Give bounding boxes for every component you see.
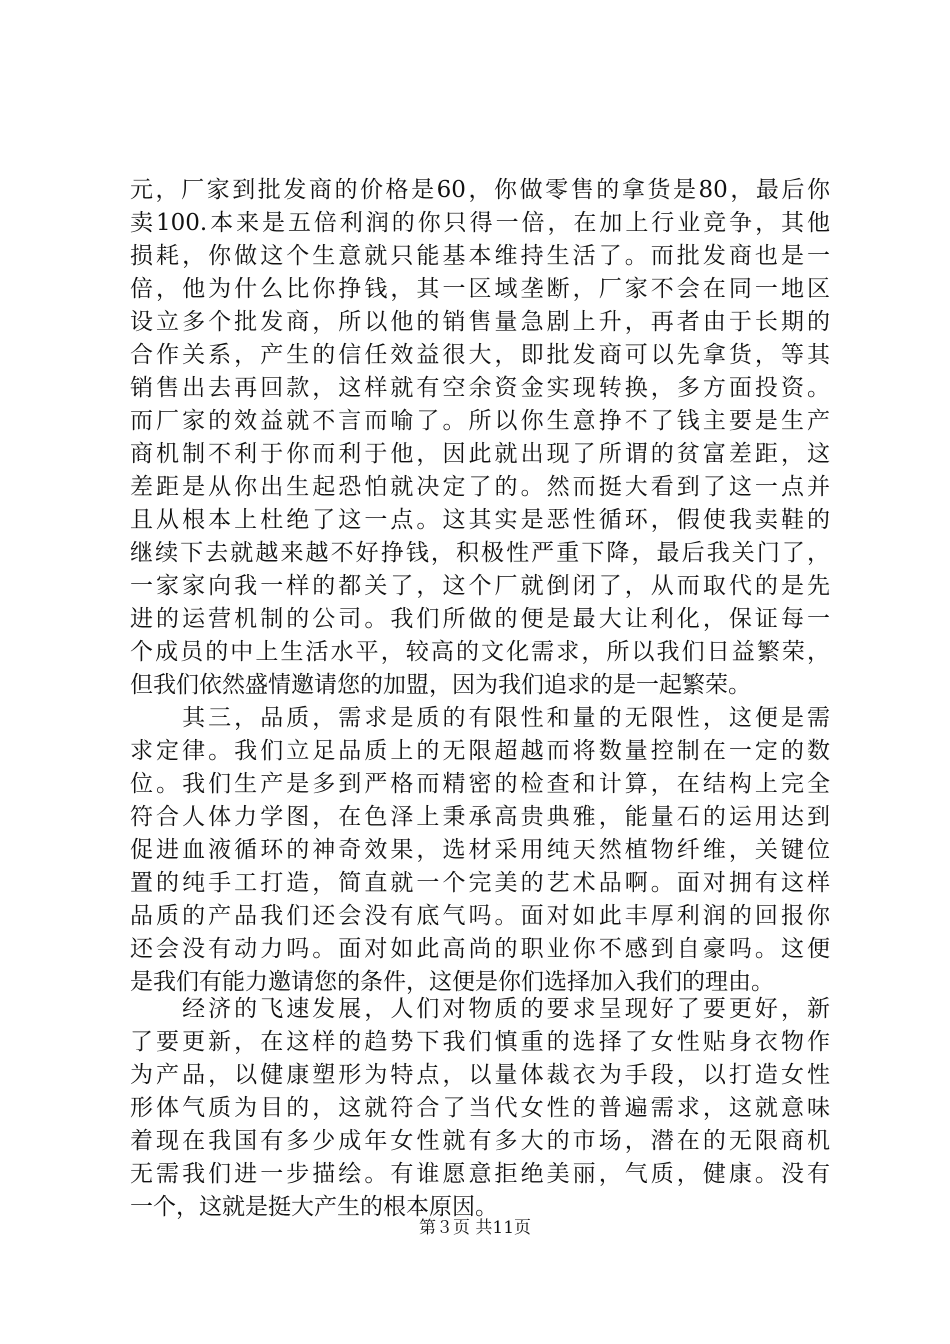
text-line: 位。我们生产是多到严格而精密的检查和计算，在结构上完全 [130,771,830,797]
text-line: 个成员的中上生活水平，较高的文化需求，所以我们日益繁荣， [130,639,830,665]
text-line: 是我们有能力邀请您的条件，这便是你们选择加入我们的理由。 [130,969,774,995]
text-line: 其三，品质，需求是质的有限性和量的无限性，这便是需 [130,705,830,731]
text-line: 置的纯手工打造，简直就一个完美的艺术品啊。面对拥有这样 [130,870,830,896]
text-line: 进的运营机制的公司。我们所做的便是最大让利化，保证每一 [130,606,830,632]
paragraph-2 [130,702,830,999]
text-line: 差距是从你出生起恐怕就决定了的。然而挺大看到了这一点并 [130,474,830,500]
text-line: 为产品，以健康塑形为特点，以量体裁衣为手段，以打造女性 [130,1062,830,1088]
text-line: 损耗，你做这个生意就只能基本维持生活了。而批发商也是一 [130,243,830,269]
paragraph-3 [130,993,830,1224]
text-line: 倍，他为什么比你挣钱，其一区域垄断，厂家不会在同一地区 [130,276,830,302]
text-line: 卖100.本来是五倍利润的你只得一倍，在加上行业竞争，其他 [130,210,830,236]
text-line: 还会没有动力吗。面对如此高尚的职业你不感到自豪吗。这便 [130,936,830,962]
text-line: 继续下去就越来越不好挣钱，积极性严重下降，最后我关门了， [130,540,830,566]
text-line: 而厂家的效益就不言而喻了。所以你生意挣不了钱主要是生产 [130,408,830,434]
text-line: 促进血液循环的神奇效果，选材采用纯天然植物纤维，关键位 [130,837,830,863]
text-line: 商机制不利于你而利于他，因此就出现了所谓的贫富差距，这 [130,441,830,467]
text-line: 一个，这就是挺大产生的根本原因。 [130,1194,498,1220]
text-line: 设立多个批发商，所以他的销售量急剧上升，再者由于长期的 [130,309,830,335]
text-line: 品质的产品我们还会没有底气吗。面对如此丰厚利润的回报你 [130,903,830,929]
text-line: 元，厂家到批发商的价格是60，你做零售的拿货是80，最后你 [130,177,830,203]
paragraph-1 [130,174,830,702]
text-line: 无需我们进一步描绘。有谁愿意拒绝美丽，气质，健康。没有 [130,1161,830,1187]
text-line: 着现在我国有多少成年女性就有多大的市场，潜在的无限商机 [130,1128,830,1154]
text-line: 符合人体力学图，在色泽上秉承高贵典雅，能量石的运用达到 [130,804,830,830]
text-line: 一家家向我一样的都关了，这个厂就倒闭了，从而取代的是先 [130,573,830,599]
text-line: 了要更新，在这样的趋势下我们慎重的选择了女性贴身衣物作 [130,1029,830,1055]
text-line: 求定律。我们立足品质上的无限超越而将数量控制在一定的数 [130,738,830,764]
text-line: 经济的飞速发展，人们对物质的要求呈现好了要更好，新 [130,996,830,1022]
page-number-footer: 第３页 共11页 [418,1218,532,1238]
text-line: 销售出去再回款，这样就有空余资金实现转换，多方面投资。 [130,375,830,401]
text-line: 且从根本上杜绝了这一点。这其实是恶性循环，假使我卖鞋的 [130,507,830,533]
text-line: 但我们依然盛情邀请您的加盟，因为我们追求的是一起繁荣。 [130,672,751,698]
text-line: 形体气质为目的，这就符合了当代女性的普遍需求，这就意味 [130,1095,830,1121]
text-line: 合作关系，产生的信任效益很大，即批发商可以先拿货，等其 [130,342,830,368]
